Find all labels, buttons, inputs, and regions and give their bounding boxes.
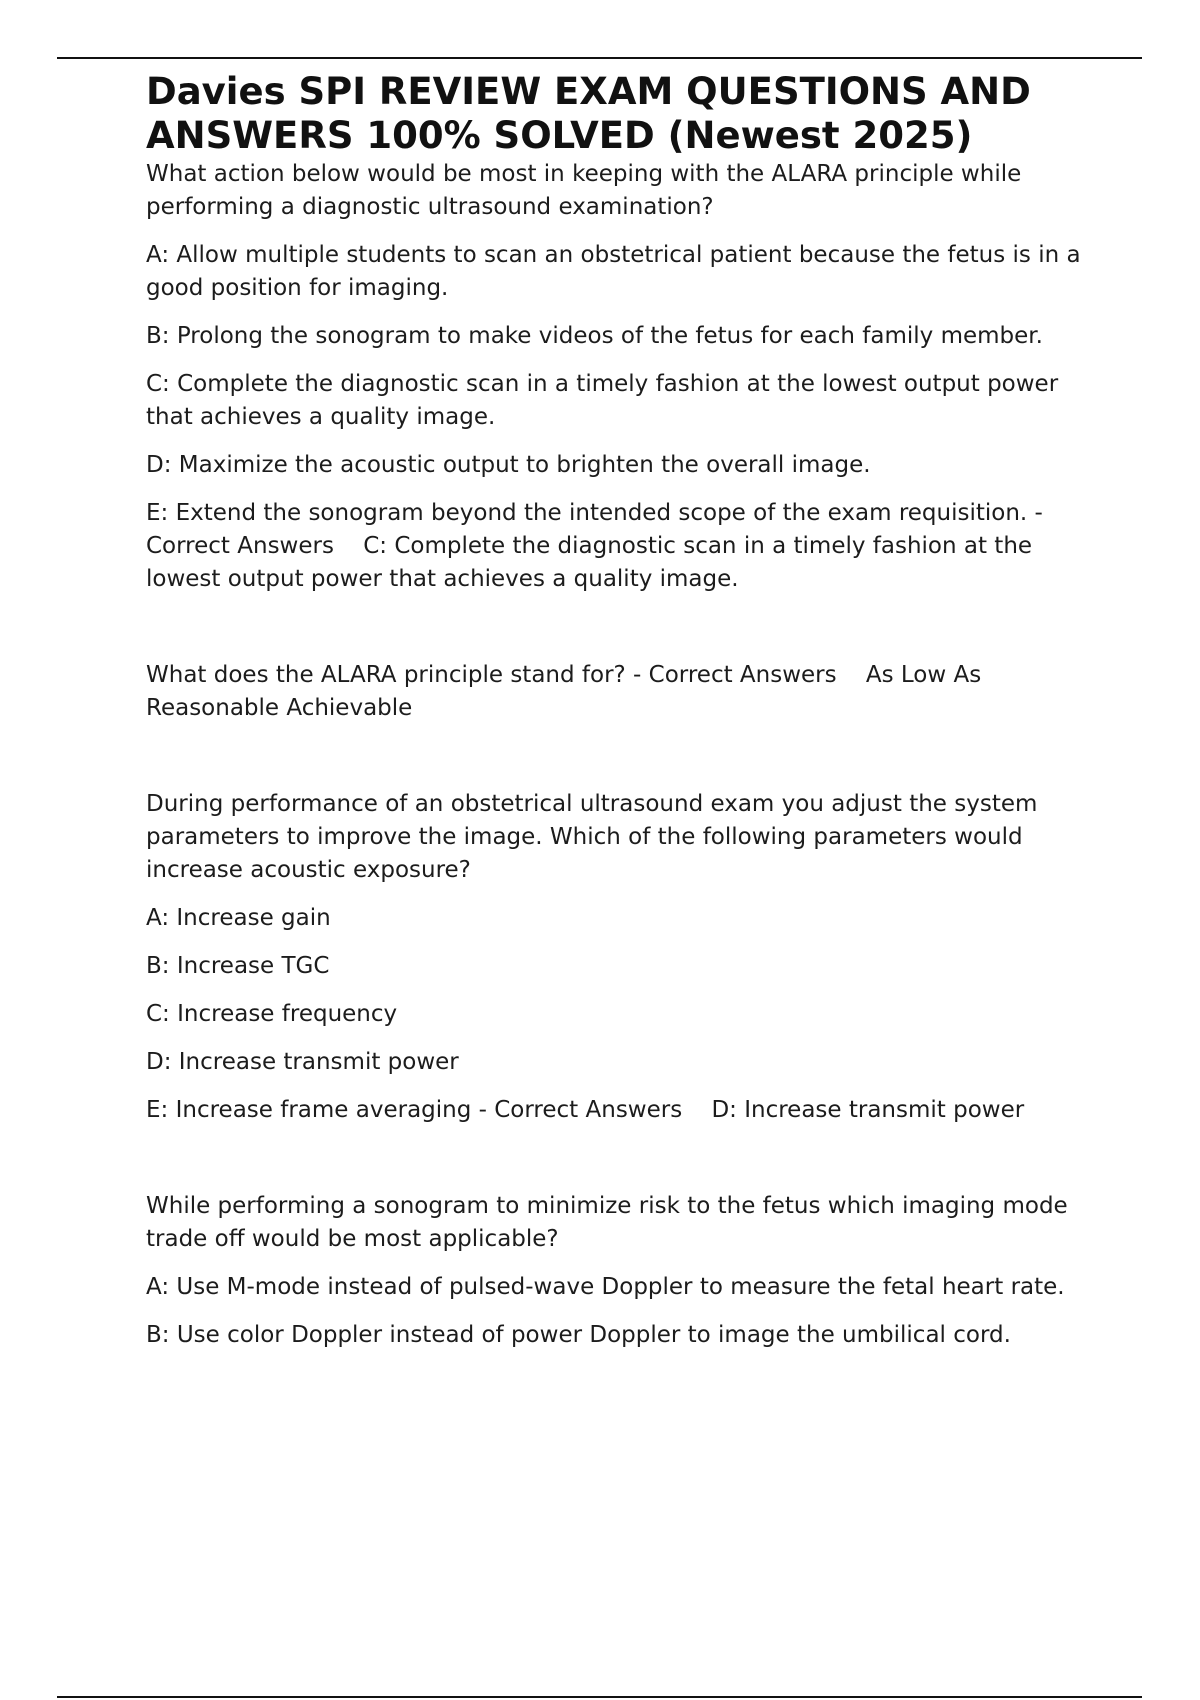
top-divider (57, 57, 1142, 59)
answer-option: B: Increase TGC (146, 953, 330, 979)
answer-option: D: Maximize the acoustic output to brighten the overall image. (146, 452, 871, 478)
answer-option-with-correct-answer: E: Extend the sonogram beyond the intended scope of the exam requisition. - Correct Answers C: Complete the diagnostic scan in a timely fashion at the lowest output power that achieves a quality image. (146, 500, 1051, 592)
spacer (146, 611, 1106, 659)
question-text: While performing a sonogram to minimize risk to the fetus which imaging mode trade off would be most applicable? (146, 1193, 1076, 1252)
question-text-with-correct-answer: What does the ALARA principle stand for? - Correct Answers As Low As Reasonable Achievable (146, 662, 989, 721)
answer-option: D: Increase transmit power (146, 1049, 459, 1075)
answer-option: A: Increase gain (146, 905, 331, 931)
bottom-divider (57, 1696, 1142, 1698)
question-block (146, 788, 1106, 1127)
question-block (146, 1190, 1106, 1352)
answer-option: B: Use color Doppler instead of power Doppler to image the umbilical cord. (146, 1322, 1011, 1348)
answer-option: B: Prolong the sonogram to make videos of the fetus for each family member. (146, 323, 1043, 349)
question-text: What action below would be most in keeping with the ALARA principle while performing a diagnostic ultrasound examination? (146, 161, 1029, 220)
document-body (146, 70, 1106, 1367)
document-title: Davies SPI REVIEW EXAM QUESTIONS AND ANSWERS 100% SOLVED (Newest 2025) (146, 70, 1031, 157)
question-text: During performance of an obstetrical ultrasound exam you adjust the system parameters to improve the image. Which of the following parameters would increase acoustic exposure? (146, 791, 1045, 883)
answer-option: C: Increase frequency (146, 1001, 398, 1027)
spacer (146, 740, 1106, 788)
answer-option-with-correct-answer: E: Increase frame averaging - Correct Answers D: Increase transmit power (146, 1097, 1025, 1123)
answer-option: A: Allow multiple students to scan an obstetrical patient because the fetus is in a good position for imaging. (146, 242, 1088, 301)
answer-option: C: Complete the diagnostic scan in a timely fashion at the lowest output power that achieves a quality image. (146, 371, 1066, 430)
spacer (146, 1142, 1106, 1190)
question-block (146, 158, 1106, 596)
question-block (146, 659, 1106, 725)
answer-option: A: Use M-mode instead of pulsed-wave Doppler to measure the fetal heart rate. (146, 1274, 1065, 1300)
